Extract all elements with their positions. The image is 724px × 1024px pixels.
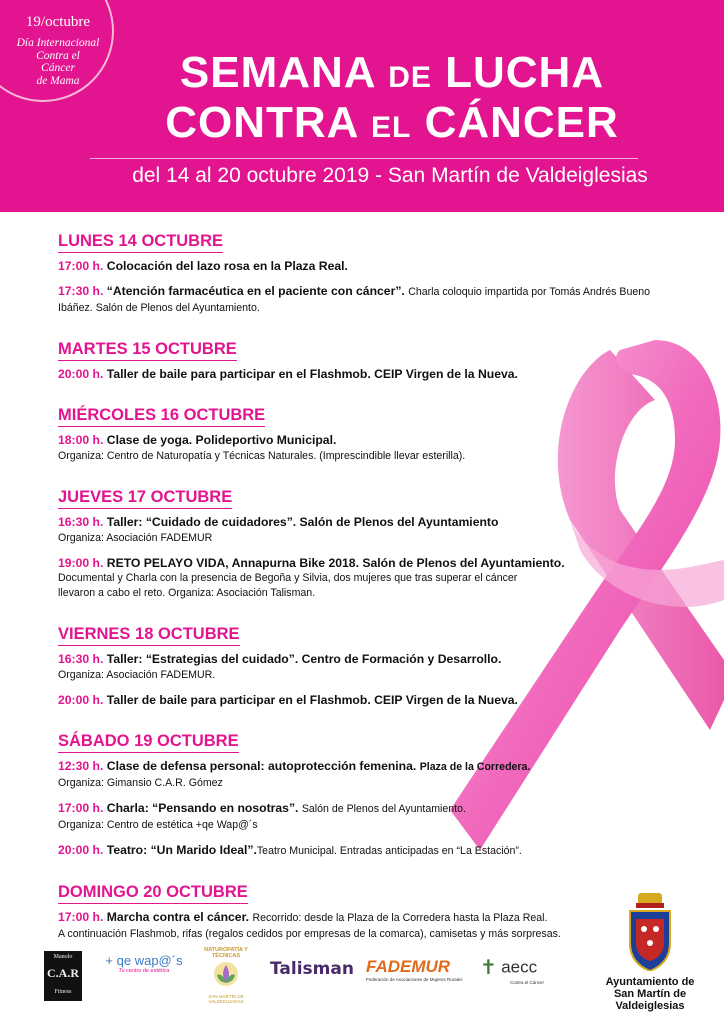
title-line-1: SEMANA DE LUCHA	[179, 48, 605, 97]
naturopatia-logo: NATUROPATÍA Y TÉCNICAS SAN MARTÍN DE VALDEIGLESIAS	[204, 947, 248, 1004]
program-list	[58, 232, 658, 946]
event-item: 17:00 h. Colocación del lazo rosa en la Plaza Real.	[58, 259, 348, 273]
ayuntamiento-logo: Ayuntamiento de San Martín de Valdeiglesias	[580, 893, 720, 1012]
car-fitness-logo: Manolo C.A.R Fitness	[44, 951, 82, 1001]
talisman-logo: Talisman	[270, 959, 354, 979]
event-item: 17:30 h. “Atención farmacéutica en el paciente con cáncer”. Charla coloquio impartida por Tomás Andrés Bueno Ibáñez. Salón de Plenos del Ayuntamiento.	[58, 284, 651, 314]
day-heading-miercoles: MIÉRCOLES 16 OCTUBRE	[58, 406, 265, 427]
badge-subtitle: Día Internacional Contra el Cáncer de Mama	[16, 37, 100, 87]
event-item: 17:00 h. Charla: “Pensando en nosotras”. Salón de Plenos del Ayuntamiento. Organiza: Centro de estética +qe Wap@´s	[58, 801, 466, 831]
wapas-logo: + qe wap@´s Tu centro de estética	[105, 953, 183, 974]
day-heading-martes: MARTES 15 OCTUBRE	[58, 340, 237, 361]
event-item: 20:00 h. Teatro: “Un Marido Ideal”.Teatro Municipal. Entradas anticipadas en “La Estación”.	[58, 843, 522, 857]
day-heading-domingo: DOMINGO 20 OCTUBRE	[58, 883, 248, 904]
cross-icon: ✝	[480, 957, 497, 979]
event-item: 16:30 h. Taller: “Cuidado de cuidadores”. Salón de Plenos del Ayuntamiento Organiza: Asociación FADEMUR	[58, 515, 499, 544]
header-banner	[0, 0, 724, 212]
event-item: 18:00 h. Clase de yoga. Polideportivo Municipal. Organiza: Centro de Naturopatía y Técnicas Naturales. (Imprescindible llevar esterilla).	[58, 433, 466, 462]
badge-date: 19/octubre	[25, 14, 91, 30]
aecc-logo: ✝ aecc Contra el Cáncer	[480, 957, 545, 985]
day-heading-jueves: JUEVES 17 OCTUBRE	[58, 488, 232, 509]
day-heading-lunes: LUNES 14 OCTUBRE	[58, 232, 223, 253]
event-item: 17:00 h. Marcha contra el cáncer. Recorrido: desde la Plaza de la Corredera hasta la Plaza Real. A continuación Flashmob, rifas (regalos cedidos por empresas de la comarca), camisetas y más sorpresas.	[58, 910, 561, 940]
event-item: 16:30 h. Taller: “Estrategias del cuidado”. Centro de Formación y Desarrollo. Organiza: Asociación FADEMUR.	[58, 652, 502, 681]
lotus-icon	[211, 959, 241, 989]
title-line-2: CONTRA EL CÁNCER	[165, 98, 619, 147]
event-item: 20:00 h. Taller de baile para participar en el Flashmob. CEIP Virgen de la Nueva.	[58, 693, 518, 707]
title-divider	[90, 158, 638, 159]
event-item: 12:30 h. Clase de defensa personal: autoprotección femenina. Plaza de la Corredera. Organiza: Gimansio C.A.R. Gómez	[58, 759, 531, 789]
fademur-logo: FADEMUR Federación de Asociaciones de Mujeres Rurales	[366, 957, 463, 982]
day-heading-viernes: VIERNES 18 OCTUBRE	[58, 625, 240, 646]
sponsor-logos	[0, 945, 724, 1024]
event-item: 19:00 h. RETO PELAYO VIDA, Annapurna Bike 2018. Salón de Plenos del Ayuntamiento. Documental y Charla con la presencia de Begoña y Silvia, dos mujeres que tras superar el cáncer llevaron a cabo el reto. Organiza: Asociación Talisman.	[58, 556, 565, 599]
coat-of-arms-icon	[626, 893, 674, 971]
event-dates-location: del 14 al 20 octubre 2019 - San Martín de Valdeiglesias	[132, 164, 648, 187]
day-heading-sabado: SÁBADO 19 OCTUBRE	[58, 732, 239, 753]
event-item: 20:00 h. Taller de baile para participar en el Flashmob. CEIP Virgen de la Nueva.	[58, 367, 518, 381]
